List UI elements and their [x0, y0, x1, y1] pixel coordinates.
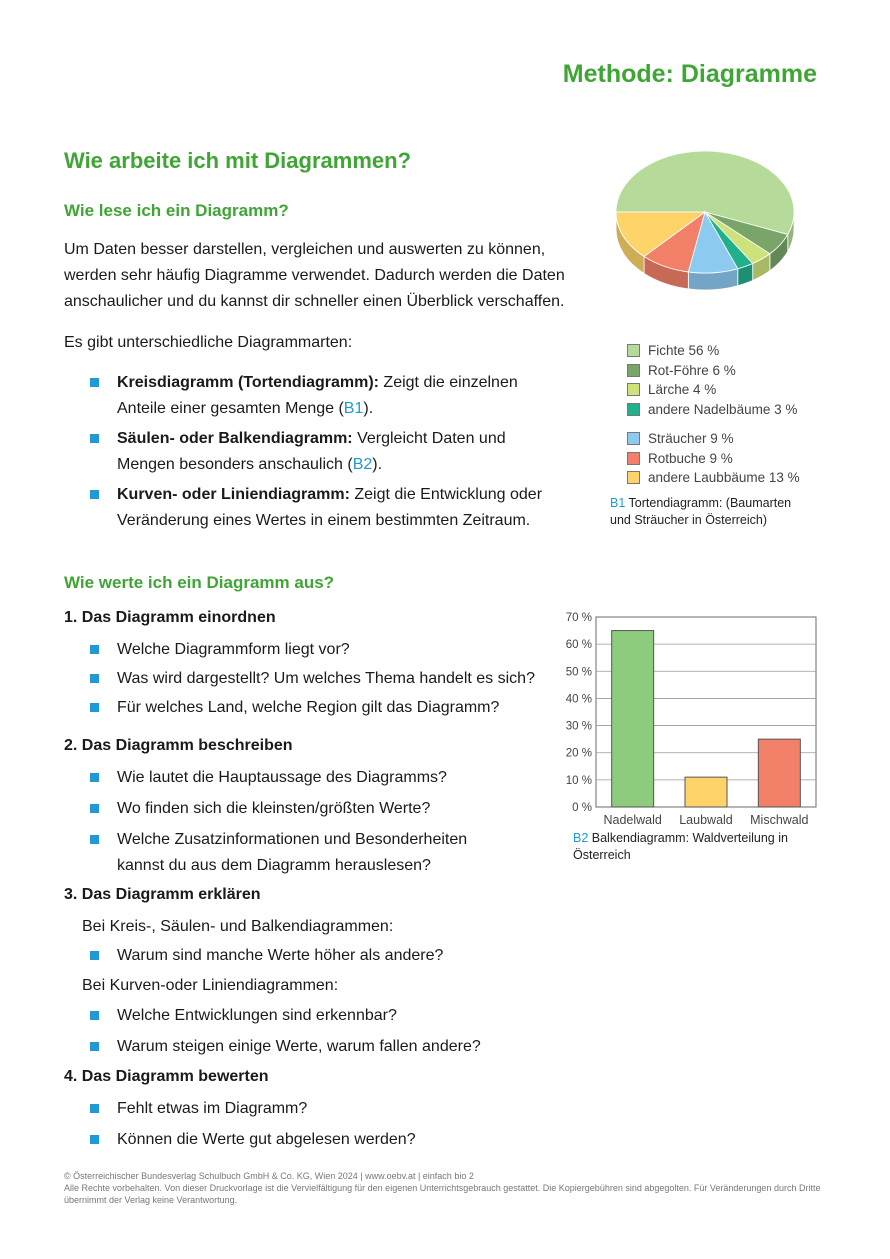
- legend-swatch: [627, 452, 640, 465]
- bar: [758, 739, 800, 807]
- step-3-title: 3. Das Diagramm erklären: [64, 886, 261, 903]
- legend-label: andere Nadelbäume 3 %: [648, 401, 798, 417]
- list-item: [90, 827, 510, 879]
- question-text: Welche Diagrammform liegt vor?: [117, 641, 350, 658]
- figure-caption-b1: [610, 495, 810, 529]
- legend-item: [627, 361, 827, 381]
- legend-swatch: [627, 344, 640, 357]
- bullet-square-icon: [90, 804, 99, 813]
- bullet-square-icon: [90, 434, 99, 443]
- types-intro: Es gibt unterschiedliche Diagrammarten:: [64, 334, 353, 351]
- step-3-questions-1: [90, 943, 570, 969]
- type-end: ).: [372, 456, 383, 473]
- legend-item: [627, 380, 827, 400]
- question-text: Wo finden sich die kleinsten/größten Werte?: [117, 800, 431, 817]
- bullet-square-icon: [90, 835, 99, 844]
- bullet-square-icon: [90, 773, 99, 782]
- caption-text: Tortendiagramm: (Baumarten und Sträucher in Österreich): [610, 496, 792, 527]
- page-title: Methode: Diagramme: [562, 60, 817, 88]
- list-item: [90, 666, 570, 692]
- y-tick-label: 0 %: [572, 802, 592, 814]
- question-text: Welche Entwicklungen sind erkennbar?: [117, 1007, 397, 1024]
- list-item: [90, 796, 510, 822]
- list-item: [90, 1127, 570, 1153]
- x-tick-label: Mischwald: [750, 813, 809, 827]
- subheading-evaluate: Wie werte ich ein Diagramm aus?: [64, 573, 335, 592]
- legend-swatch: [627, 471, 640, 484]
- type-text: Zeigt die einzelnen Anteile einer gesamten Menge (: [117, 374, 518, 417]
- bullet-square-icon: [90, 490, 99, 499]
- list-item: [90, 426, 560, 478]
- footer: [64, 1170, 824, 1206]
- question-text: Warum sind manche Werte höher als andere?: [117, 947, 444, 964]
- type-text: Vergleicht Daten und Mengen besonders anschaulich (: [117, 430, 506, 473]
- list-item: [90, 1003, 570, 1029]
- x-tick-label: Nadelwald: [603, 813, 662, 827]
- y-tick-label: 60 %: [565, 639, 592, 652]
- question-text: Was wird dargestellt? Um welches Thema handelt es sich?: [117, 670, 535, 687]
- step-4-questions: [90, 1096, 570, 1153]
- step-1-title: 1. Das Diagramm einordnen: [64, 609, 276, 626]
- bullet-square-icon: [90, 1011, 99, 1020]
- intro-paragraph: Um Daten besser darstellen, vergleichen und auswerten zu können, werden sehr häufig Diagramme verwendet. Dadurch werden die Daten anschaulicher und du kannst dir schneller einen Überblick verschaffen.: [64, 241, 565, 310]
- step-4-title: 4. Das Diagramm bewerten: [64, 1068, 269, 1085]
- bar-chart: [560, 605, 825, 835]
- y-tick-label: 50 %: [565, 666, 592, 679]
- caption-ref: B1: [610, 496, 626, 510]
- list-item: [90, 943, 570, 969]
- legend-item: [627, 468, 827, 488]
- main-heading: Wie arbeite ich mit Diagrammen?: [64, 148, 412, 173]
- bullet-square-icon: [90, 703, 99, 712]
- type-text: Zeigt die Entwicklung oder Veränderung eines Wertes in einem bestimmten Zeitraum.: [117, 486, 543, 529]
- type-term: Kurven- oder Liniendiagramm:: [117, 486, 350, 503]
- footer-rights: Alle Rechte vorbehalten. Von dieser Druckvorlage ist die Vervielfältigung für den eigenen Unterrichtsgebrauch gestattet. Die Kopiergebühren sind abgegolten. Für Veränderungen durch Dritte übernimmt der Verlag keine Verantwortung.: [64, 1183, 821, 1205]
- list-item: [90, 370, 560, 422]
- step-3-note-1: Bei Kreis-, Säulen- und Balkendiagrammen:: [82, 918, 394, 935]
- bullet-square-icon: [90, 645, 99, 654]
- bullet-square-icon: [90, 1042, 99, 1051]
- question-text: Für welches Land, welche Region gilt das Diagramm?: [117, 699, 500, 716]
- x-tick-label: Laubwald: [679, 813, 733, 827]
- list-item: [90, 482, 560, 534]
- legend-item: [627, 429, 827, 449]
- y-tick-label: 70 %: [565, 612, 592, 624]
- legend-swatch: [627, 364, 640, 377]
- subheading-read: Wie lese ich ein Diagramm?: [64, 201, 289, 220]
- legend-label: andere Laubbäume 13 %: [648, 470, 800, 486]
- list-item: [90, 1034, 570, 1060]
- bar: [612, 631, 654, 807]
- pie-chart: [605, 142, 805, 302]
- step-2-questions: [90, 765, 510, 879]
- legend-label: Rotbuche 9 %: [648, 450, 733, 466]
- step-1-questions: [90, 637, 570, 721]
- legend-label: Sträucher 9 %: [648, 431, 734, 447]
- legend-label: Lärche 4 %: [648, 382, 717, 398]
- bullet-square-icon: [90, 951, 99, 960]
- pie-legend: [627, 341, 827, 488]
- list-item: [90, 765, 510, 791]
- question-text: Wie lautet die Hauptaussage des Diagramms?: [117, 769, 447, 786]
- legend-swatch: [627, 383, 640, 396]
- list-item: [90, 695, 570, 721]
- figure-caption-b2: [573, 830, 823, 864]
- step-3-note-2: Bei Kurven-oder Liniendiagrammen:: [82, 977, 339, 994]
- question-text: Fehlt etwas im Diagramm?: [117, 1100, 308, 1117]
- bullet-square-icon: [90, 674, 99, 683]
- legend-label: Fichte 56 %: [648, 343, 720, 359]
- legend-swatch: [627, 403, 640, 416]
- question-text: Können die Werte gut abgelesen werden?: [117, 1131, 416, 1148]
- type-term: Säulen- oder Balkendiagramm:: [117, 430, 353, 447]
- question-text: Welche Zusatzinformationen und Besonderheiten kannst du aus dem Diagramm herauslesen?: [117, 831, 468, 874]
- bullet-square-icon: [90, 1104, 99, 1113]
- list-item: [90, 1096, 570, 1122]
- y-tick-label: 30 %: [565, 720, 592, 733]
- list-item: [90, 637, 570, 663]
- step-3-questions-2: [90, 1003, 570, 1060]
- caption-text: Balkendiagramm: Waldverteilung in Österreich: [573, 831, 788, 862]
- y-tick-label: 10 %: [565, 774, 592, 787]
- type-end: ).: [363, 400, 374, 417]
- figure-ref-b2[interactable]: B2: [352, 456, 373, 473]
- diagram-types-list: [90, 370, 560, 534]
- caption-ref: B2: [573, 831, 589, 845]
- legend-item: [627, 341, 827, 361]
- legend-swatch: [627, 432, 640, 445]
- y-tick-label: 40 %: [565, 693, 592, 706]
- legend-item: [627, 400, 827, 420]
- y-tick-label: 20 %: [565, 747, 592, 760]
- type-term: Kreisdiagramm (Tortendiagramm):: [117, 374, 379, 391]
- step-2-title: 2. Das Diagramm beschreiben: [64, 737, 293, 754]
- question-text: Warum steigen einige Werte, warum fallen andere?: [117, 1038, 481, 1055]
- legend-label: Rot-Föhre 6 %: [648, 362, 736, 378]
- figure-ref-b1[interactable]: B1: [343, 400, 364, 417]
- bullet-square-icon: [90, 378, 99, 387]
- legend-item: [627, 449, 827, 469]
- footer-copyright: © Österreichischer Bundesverlag Schulbuch GmbH & Co. KG, Wien 2024 | www.oebv.at | einfach bio 2: [64, 1171, 474, 1181]
- bullet-square-icon: [90, 1135, 99, 1144]
- bar: [685, 777, 727, 807]
